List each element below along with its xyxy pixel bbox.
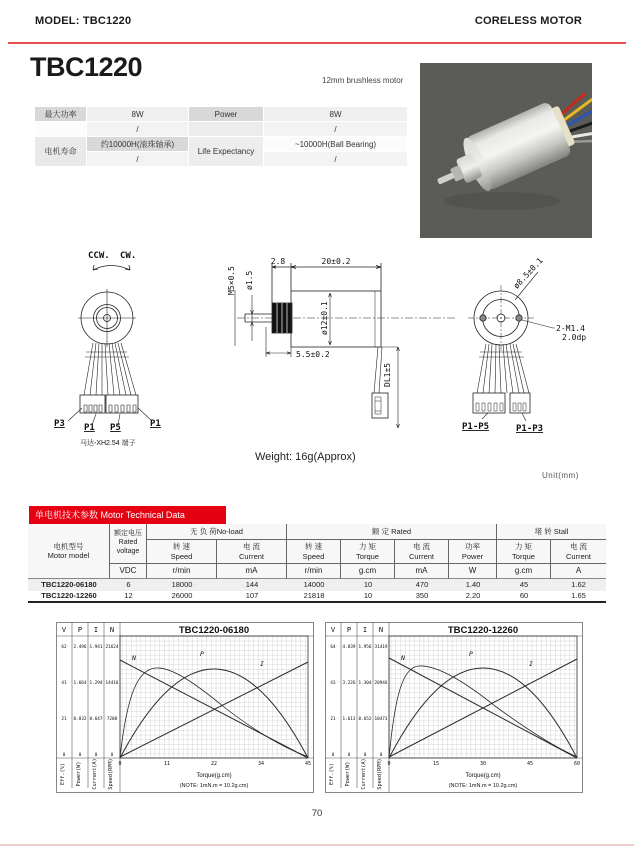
- current-tick: 1.304: [358, 681, 372, 686]
- connector-label-p5: P5: [110, 423, 121, 433]
- unit-a-stall: A: [551, 564, 606, 579]
- eff-tick: 21: [330, 717, 336, 722]
- sub-header-stall-torque: 力 矩 Torque: [497, 540, 551, 564]
- x-tick: 0: [118, 761, 122, 767]
- speed-tick: 7208: [106, 717, 118, 722]
- connector-label-p1a: P1: [84, 423, 95, 433]
- model-en: Motor model: [47, 551, 90, 560]
- spec-cn-value-life-slash: /: [87, 152, 188, 166]
- row1-rated-current: 470: [395, 579, 449, 591]
- eff-tick: 62: [61, 645, 67, 650]
- group-header-stall: 堵 转 Stall: [497, 524, 606, 540]
- speed-tick: 0: [379, 753, 383, 758]
- power-tick: 2.496: [73, 645, 87, 650]
- eff-tick: 21: [61, 717, 67, 722]
- technical-drawings: [30, 245, 620, 457]
- sub-header-rated-torque: 力 矩 Torque: [341, 540, 395, 564]
- power-tick: 0.832: [73, 717, 87, 722]
- eff-tick: 64: [330, 645, 336, 650]
- side-view-drawing: [227, 257, 455, 428]
- current-tick: 1.956: [358, 645, 372, 650]
- x-tick: 11: [163, 761, 171, 767]
- axis-symbol-speed: N: [378, 626, 384, 634]
- row1-noload-speed: 18000: [147, 579, 217, 591]
- dim-thread: M5×0.5: [227, 266, 236, 295]
- axis-symbol-power: P: [77, 626, 83, 634]
- page-title: TBC1220: [30, 52, 143, 82]
- dim-wire-length: DL1±5: [383, 362, 392, 387]
- sub-header-noload-current: 电 流 Current: [217, 540, 287, 564]
- row2-voltage: 12: [110, 591, 147, 603]
- unit-w-rated: W: [449, 564, 497, 579]
- current-tick: 0.647: [89, 717, 103, 722]
- unit-ma-rated: mA: [395, 564, 449, 579]
- eff-tick: 41: [61, 681, 67, 686]
- dim-body-dia: ø12±0.1: [320, 301, 329, 335]
- row1-rated-power: 1.40: [449, 579, 497, 591]
- dim-shaft-dia: ø1.5: [245, 270, 254, 290]
- x-tick: 0: [387, 761, 391, 767]
- spec-cn-label-life: 电机寿命: [35, 137, 86, 166]
- current-tick: 1.941: [89, 645, 103, 650]
- group-header-noload: 无 负 荷No-load: [147, 524, 287, 540]
- row1-rated-speed: 14000: [287, 579, 341, 591]
- axis-symbol-current: I: [362, 626, 368, 634]
- speed-tick: 31419: [374, 645, 388, 650]
- spec-cn-value-life: 约10000H(滚珠轴承): [87, 137, 188, 151]
- connector-label-p3: P3: [54, 419, 65, 429]
- plot-area: [120, 636, 308, 758]
- row1-noload-current: 144: [217, 579, 287, 591]
- group-header-rated: 额 定 Rated: [287, 524, 497, 540]
- model-cn: 电机型号: [53, 541, 84, 551]
- col-header-model: [28, 524, 110, 579]
- row2-rated-speed: 21818: [287, 591, 341, 603]
- y-axis-label-current: Current(A): [92, 758, 98, 790]
- voltage-cn: 额定电压: [114, 530, 142, 538]
- spec-en-value-life: ~10000H(Ball Bearing): [264, 137, 407, 151]
- header-rule: [8, 42, 626, 44]
- unit-gcm-stall: g.cm: [497, 564, 551, 579]
- row2-model: TBC1220-12260: [28, 591, 110, 603]
- chart-title: TBC1220-06180: [178, 625, 250, 636]
- x-tick: 60: [573, 761, 581, 767]
- rear-view-drawing: [462, 256, 586, 434]
- performance-chart-12260: [325, 622, 583, 793]
- y-axis-label-power: Power(W): [76, 761, 82, 787]
- connector-label-p1p3: P1-P3: [516, 424, 544, 434]
- tech-data-table: [28, 524, 606, 603]
- power-tick: 1.613: [342, 717, 356, 722]
- voltage-en1: Rated: [118, 539, 138, 547]
- col-header-voltage: [110, 524, 147, 564]
- spec-en-value-life-slash: /: [264, 152, 407, 166]
- axis-symbol-eff: V: [61, 626, 67, 634]
- performance-chart-06180: [56, 622, 314, 793]
- unit-rpm-rated: r/min: [287, 564, 341, 579]
- unit-gcm-rated: g.cm: [341, 564, 395, 579]
- x-tick: 22: [210, 761, 218, 767]
- spec-table: [35, 107, 407, 166]
- voltage-en2: voltage: [116, 547, 140, 555]
- curve-label-p: P: [469, 650, 473, 658]
- power-tick: 4.839: [342, 645, 356, 650]
- spec-en-label-power: Power: [189, 107, 263, 121]
- wire-fan: [84, 343, 136, 395]
- unit-vdc: VDC: [110, 564, 147, 579]
- front-view-drawing: [54, 251, 161, 447]
- power-tick: 0: [78, 753, 82, 758]
- page-number: 70: [311, 808, 323, 819]
- chart-note: (NOTE: 1mN.m = 10.2g.cm): [448, 783, 518, 789]
- dim-mount-circle-dia: ø8.5±0.1: [511, 256, 545, 291]
- row1-stall-torque: 45: [497, 579, 551, 591]
- x-tick: 30: [479, 761, 487, 767]
- row2-noload-speed: 26000: [147, 591, 217, 603]
- y-axis-label-eff: Eff.(%): [329, 763, 335, 785]
- rotation-arrow-arc: [93, 266, 130, 271]
- connector-label-p1b: P1: [150, 419, 161, 429]
- tap-spec-line2: 2.0dp: [562, 333, 587, 342]
- spec-cn-label-power: 最大功率: [35, 107, 86, 121]
- sub-header-rated-power: 功率 Power: [449, 540, 497, 564]
- eff-tick: 0: [331, 753, 335, 758]
- axis-symbol-eff: V: [330, 626, 336, 634]
- x-tick: 15: [432, 761, 440, 767]
- axis-symbol-current: I: [93, 626, 99, 634]
- tech-data-banner: 单电机技术参数 Motor Technical Data: [29, 506, 226, 524]
- spec-cn-value-slash: /: [87, 122, 188, 136]
- y-axis-label-speed: Speed(RPM): [108, 758, 114, 790]
- x-axis-label: Torque(g.cm): [465, 773, 501, 779]
- speed-tick: 10473: [374, 717, 388, 722]
- curve-label-n: N: [401, 654, 405, 662]
- y-axis-label-power: Power(W): [345, 761, 351, 787]
- curve-label-i: I: [529, 660, 533, 668]
- unit-note: Unit(mm): [542, 471, 579, 480]
- row2-rated-torque: 10: [341, 591, 395, 603]
- curve-label-p: P: [200, 650, 204, 658]
- unit-ma-noload: mA: [217, 564, 287, 579]
- row2-rated-current: 350: [395, 591, 449, 603]
- row1-model: TBC1220-06180: [28, 579, 110, 591]
- motor-photo-illustration: [420, 63, 592, 238]
- spec-en-label-life: Life Expectancy: [189, 137, 263, 166]
- eff-tick: 43: [330, 681, 336, 686]
- sub-header-rated-speed: 转 速 Speed: [287, 540, 341, 564]
- row2-stall-torque: 60: [497, 591, 551, 603]
- connector-caption: 马达-XH2.54 端子: [80, 440, 136, 447]
- speed-tick: 14416: [105, 681, 119, 686]
- sub-header-rated-current: 电 流 Current: [395, 540, 449, 564]
- header-category-text: CORELESS MOTOR: [474, 15, 582, 27]
- row1-rated-torque: 10: [341, 579, 395, 591]
- current-tick: 0: [363, 753, 367, 758]
- dim-body-length: 20±0.2: [321, 257, 351, 266]
- connector-label-p1p5: P1-P5: [462, 422, 490, 432]
- cw-label: CW.: [120, 251, 137, 261]
- current-tick: 0.652: [358, 717, 372, 722]
- axis-symbol-power: P: [346, 626, 352, 634]
- dim-boss-length: 5.5±0.2: [296, 350, 330, 359]
- x-axis-label: Torque(g.cm): [196, 773, 232, 779]
- y-axis-label-eff: Eff.(%): [60, 763, 66, 785]
- spec-en-value-slash: /: [264, 122, 407, 136]
- sub-header-noload-speed: 转 速 Speed: [147, 540, 217, 564]
- row2-stall-current: 1.65: [551, 591, 606, 603]
- power-tick: 0: [347, 753, 351, 758]
- header-model-text: MODEL: TBC1220: [35, 15, 132, 27]
- spec-empty-cell: [35, 122, 86, 136]
- chart-title: TBC1220-12260: [447, 625, 519, 636]
- power-tick: 1.664: [73, 681, 87, 686]
- side-wires: [374, 347, 382, 393]
- sub-header-stall-current: 电 流 Current: [551, 540, 606, 564]
- row2-rated-power: 2.20: [449, 591, 497, 603]
- eff-tick: 0: [62, 753, 66, 758]
- speed-tick: 20946: [374, 681, 388, 686]
- product-photo: [420, 63, 592, 238]
- speed-tick: 0: [110, 753, 114, 758]
- page-subtitle: 12mm brushless motor: [322, 76, 404, 85]
- chart-note: (NOTE: 1mN.m = 10.2g.cm): [179, 783, 249, 789]
- y-axis-label-current: Current(A): [361, 758, 367, 790]
- spec-en-value-power: 8W: [264, 107, 407, 121]
- ccw-label: CCW.: [88, 251, 110, 261]
- row1-stall-current: 1.62: [551, 579, 606, 591]
- speed-tick: 21624: [105, 645, 119, 650]
- row1-voltage: 6: [110, 579, 147, 591]
- dim-knurl-length: 2.8: [270, 257, 286, 266]
- spec-cn-value-power: 8W: [87, 107, 188, 121]
- y-axis-label-speed: Speed(RPM): [377, 758, 383, 790]
- wire-fan: [477, 344, 529, 393]
- tap-spec-line1: 2-M1.4: [556, 324, 585, 333]
- x-tick: 34: [257, 761, 265, 767]
- x-tick: 45: [304, 761, 312, 767]
- unit-rpm-noload: r/min: [147, 564, 217, 579]
- curve-label-n: N: [132, 654, 136, 662]
- row2-noload-current: 107: [217, 591, 287, 603]
- current-tick: 1.294: [89, 681, 103, 686]
- axis-symbol-speed: N: [109, 626, 115, 634]
- x-tick: 45: [526, 761, 534, 767]
- weight-text: Weight: 16g(Approx): [255, 451, 356, 463]
- current-tick: 0: [94, 753, 98, 758]
- curve-label-i: I: [260, 660, 264, 668]
- power-tick: 3.226: [342, 681, 356, 686]
- spec-empty-cell: [189, 122, 263, 136]
